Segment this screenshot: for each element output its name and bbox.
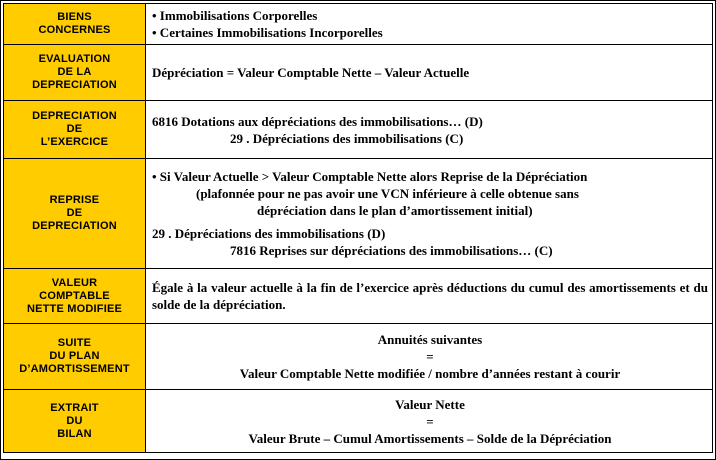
table-row-biens-concernes [4,4,713,45]
label-line: DU PLAN [49,350,100,362]
table-row-evaluation [4,45,713,101]
row-label-reprise [4,159,146,269]
label-line: DEPRECIATION [32,79,117,91]
equals-sign: = [426,349,434,364]
label-line: COMPTABLE [39,289,110,302]
label-line: SUITE [57,337,92,349]
label-line: NETTE MODIFIEE [26,302,123,315]
equals-sign: = [426,413,434,429]
content-line: (plafonnée pour ne pas avoir une VCN inférieure à celle obtenue sans [196,186,579,201]
row-content-reprise [146,159,713,269]
row-label-biens-concernes [4,4,146,45]
label-line: DEPRECIATION [32,220,117,232]
row-label-depreciation-exercice [4,101,146,159]
label-line: BILAN [57,427,92,440]
content-line: 7816 Reprises sur dépréciations des immobilisations… (C) [230,243,553,258]
label-line: EVALUATION [38,53,111,65]
label-line: L’EXERCICE [40,136,109,148]
content-line: 6816 Dotations aux dépréciations des immobilisations… (D) [152,113,483,129]
label-line: DE [66,207,83,219]
label-line: DE [66,123,83,135]
label-line: CONCERNES [38,24,111,36]
table-row-depreciation-exercice [4,101,713,159]
content-line: • Certaines Immobilisations Incorporelles [152,25,383,40]
row-label-vcn-modifiee [4,269,146,324]
label-line: D’AMORTISSEMENT [19,363,130,375]
row-content-evaluation [146,45,713,101]
label-line: DU [66,414,83,427]
row-label-evaluation [4,45,146,101]
row-content-biens-concernes [146,4,713,45]
content-line: Dépréciation = Valeur Comptable Nette – Valeur Actuelle [152,65,470,80]
table-row-suite-plan [4,324,713,390]
row-content-vcn-modifiee [146,269,713,324]
content-line: 29 . Dépréciations des immobilisations (C) [230,130,464,146]
content-line: 29 . Dépréciations des immobilisations (D) [152,226,386,241]
depreciation-summary-table [3,3,713,453]
table-row-extrait-bilan [4,390,713,453]
label-line: DEPRECIATION [32,110,117,122]
content-line: Valeur Comptable Nette modifiée / nombre d’années restant à courir [239,366,621,381]
table-row-reprise [4,159,713,269]
label-line: VALEUR [51,276,98,289]
content-line: Valeur Nette [395,396,465,412]
label-line: REPRISE [49,194,100,206]
content-line: Annuités suivantes [377,332,483,347]
label-line: BIENS [57,11,92,23]
label-line: DE LA [57,66,92,78]
row-label-suite-plan [4,324,146,390]
row-content-depreciation-exercice [146,101,713,159]
label-line: EXTRAIT [50,401,99,414]
table-row-vcn-modifiee [4,269,713,324]
content-paragraph: Égale à la valeur actuelle à la fin de l’exercice après déductions du cumul des amortissements et du solde de la dépréciation. [152,280,708,312]
row-label-extrait-bilan [4,390,146,453]
content-line: • Immobilisations Corporelles [152,8,318,23]
content-line: Valeur Brute – Cumul Amortissements – Solde de la Dépréciation [248,430,612,446]
row-content-extrait-bilan [146,390,713,453]
content-line: dépréciation dans le plan d’amortissement initial) [257,203,533,218]
content-line: • Si Valeur Actuelle > Valeur Comptable Nette alors Reprise de la Dépréciation [152,169,588,184]
row-content-suite-plan [146,324,713,390]
